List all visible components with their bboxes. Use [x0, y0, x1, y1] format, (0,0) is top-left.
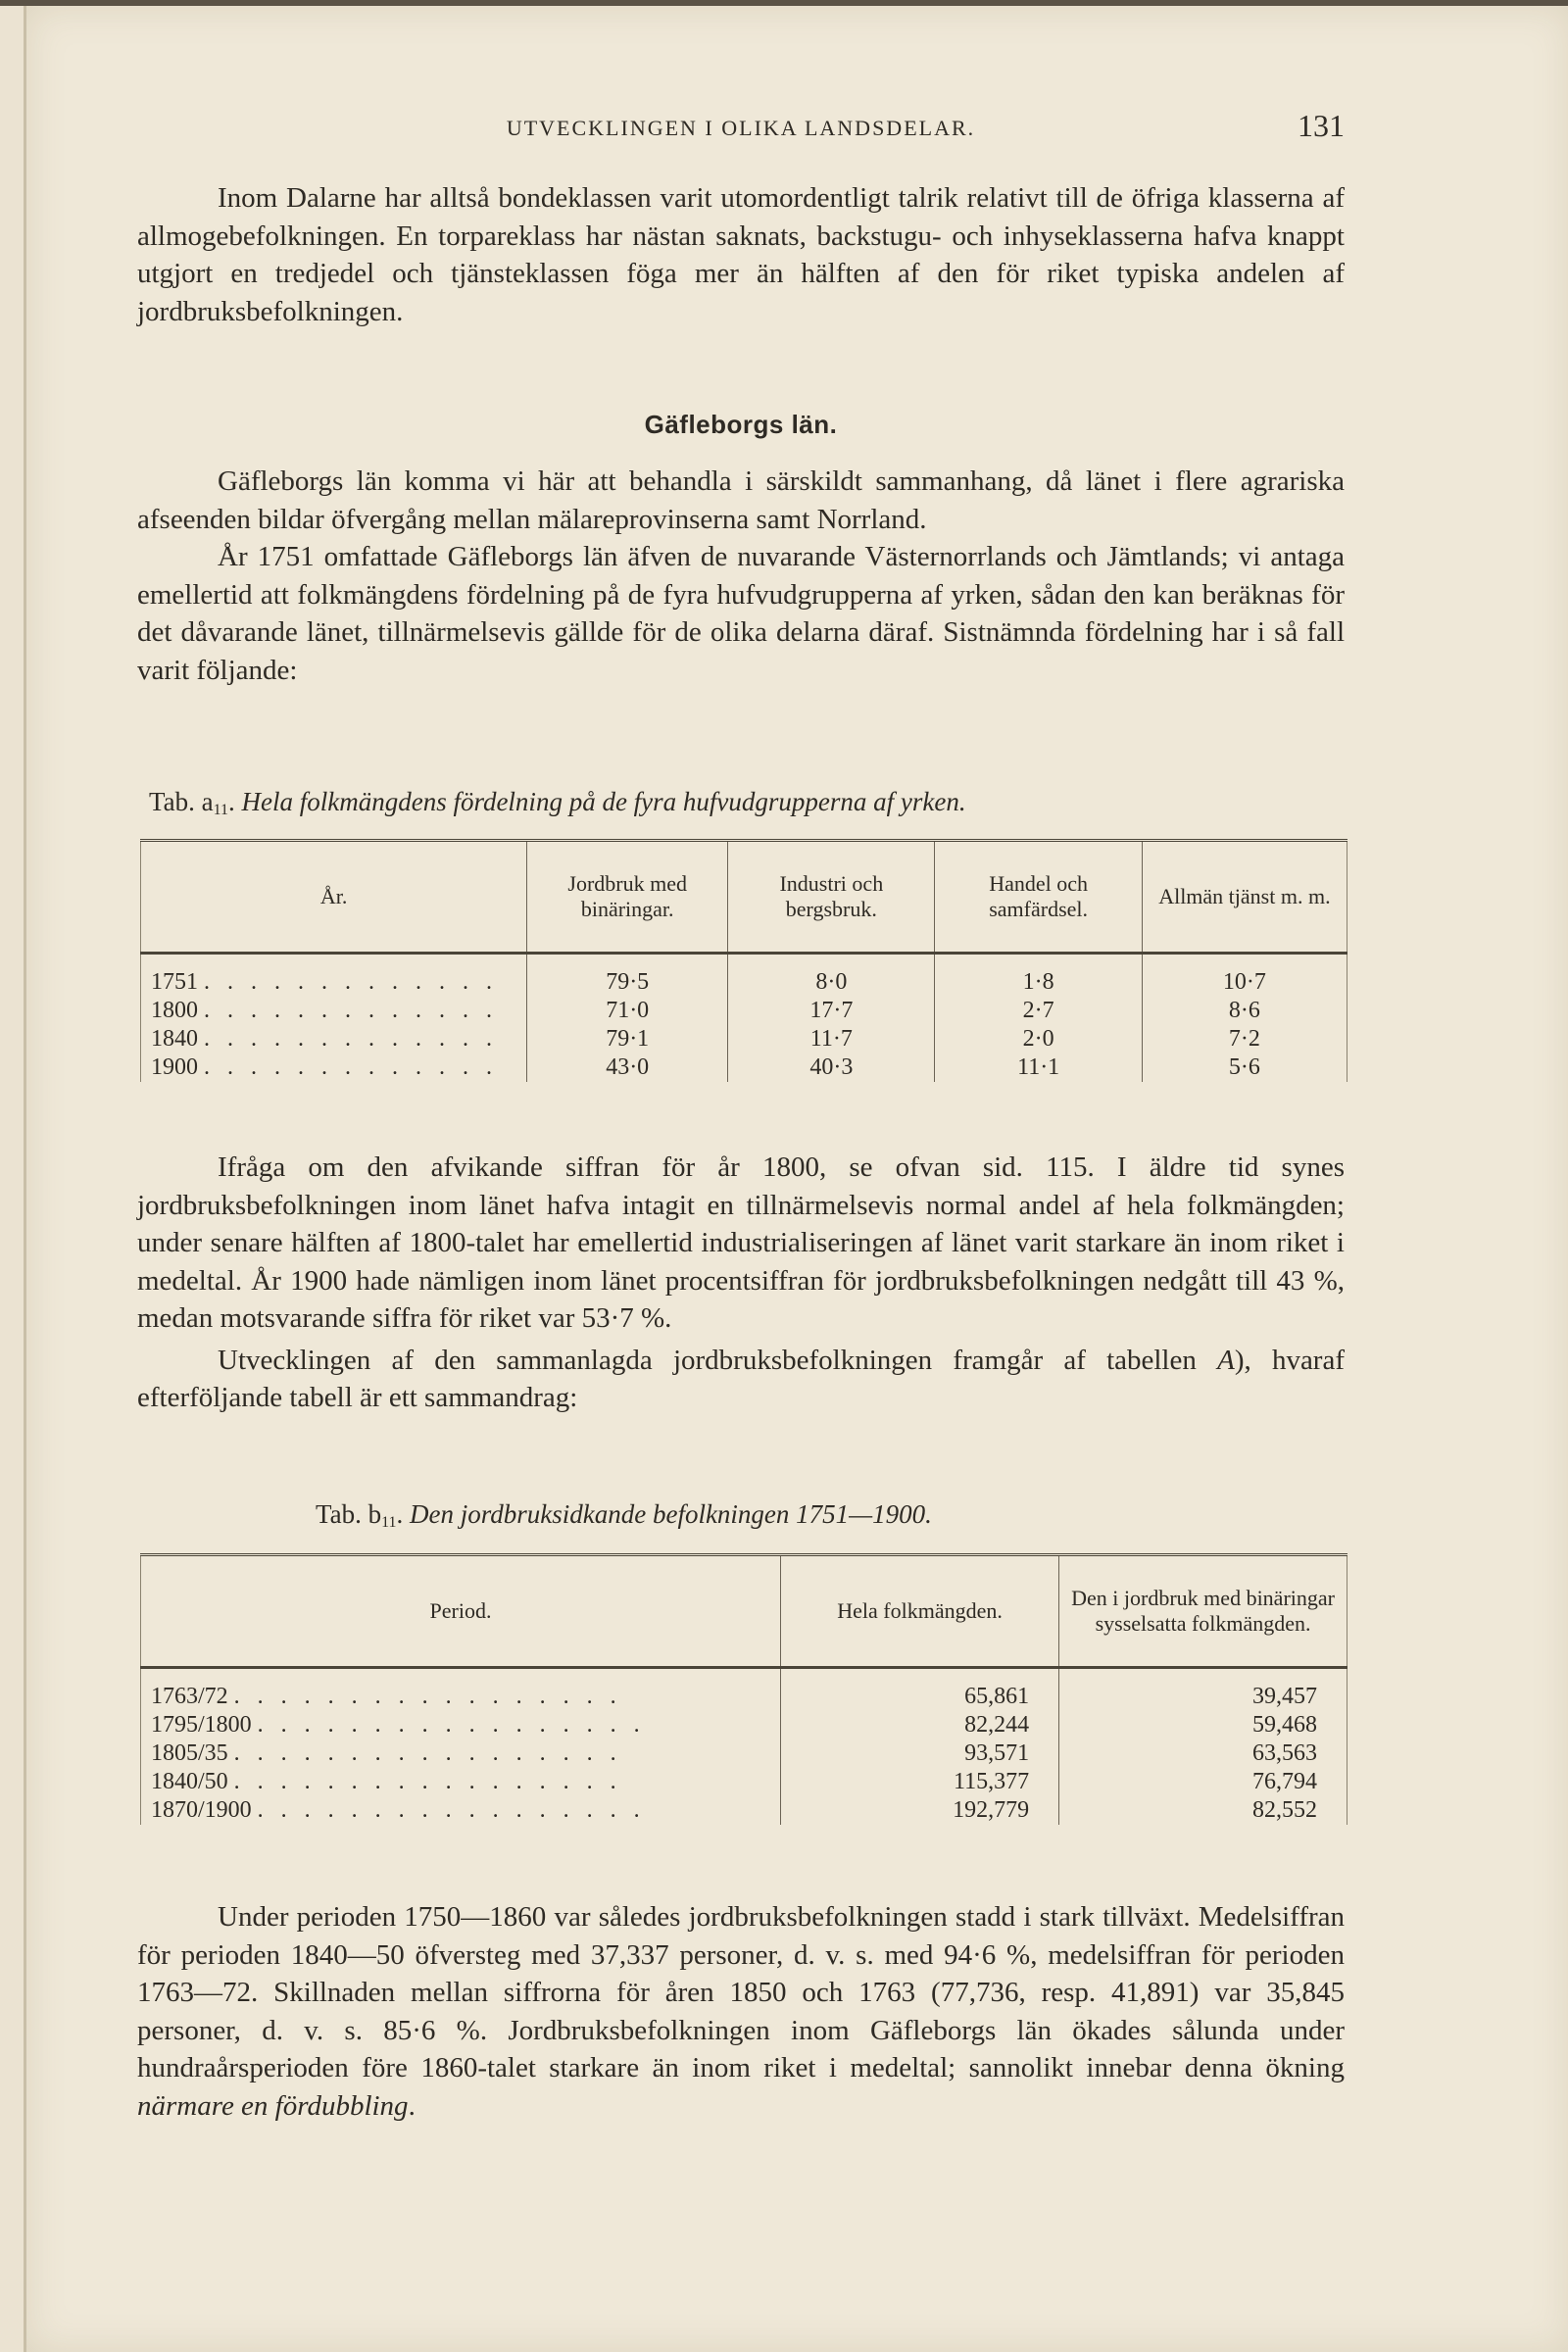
section-heading: Gäfleborgs län.: [644, 410, 838, 439]
paragraph-gafleborg-intro: [137, 463, 1345, 689]
table-cell: 10·7: [1142, 954, 1347, 998]
table-a-col-year: År.: [141, 841, 527, 954]
table-a-caption: [149, 787, 966, 819]
table-a-year-cell: [141, 1054, 527, 1082]
table-row: [141, 1025, 1348, 1054]
table-cell: 76,794: [1059, 1768, 1348, 1796]
period-label: 1870/1900: [151, 1797, 252, 1823]
leader-dots: . . . . . . . . . . . . .: [204, 1054, 498, 1080]
table-cell: 1·8: [935, 954, 1142, 998]
paragraph-5-text: Utvecklingen af den sammanlagda jordbruksbefolkningen framgår af tabellen: [218, 1344, 1218, 1376]
table-row: [141, 1796, 1348, 1825]
table-a-caption-title: Hela folkmängdens fördelning på de fyra hufvudgrupperna af yrken.: [241, 787, 966, 816]
paragraph-3: År 1751 omfattade Gäfleborgs län äfven de nuvarande Västernorrlands och Jämtlands; vi antaga emellertid att folkmängdens fördelning på de fyra hufvudgrupperna af yrken, sådan den kan beräknas för det dåvarande länet, tillnärmelsevis gällde för de olika delarna däraf. Sistnämnda fördelning har i så fall varit följande:: [137, 541, 1345, 686]
table-a-caption-sep: .: [227, 787, 235, 816]
leader-dots: . . . . . . . . . . . . . . . . .: [233, 1684, 622, 1709]
table-cell: 11·1: [935, 1054, 1142, 1082]
leader-dots: . . . . . . . . . . . . .: [204, 1026, 498, 1052]
paragraph-5-text-end: ), hvaraf efterföljande tabell är ett sammandrag:: [137, 1344, 1345, 1413]
period-label: 1840/50: [151, 1769, 228, 1794]
table-b-caption-sub: 11: [381, 1514, 397, 1531]
paragraph-6-text: Under perioden 1750—1860 var således jordbruksbefolkningen stadd i stark tillväxt. Medelsiffran för perioden 1840—50 öfversteg med 37,337 personer, d. v. s. med 94·6 %, medelsiffran för perioden 1763—72. Skillnaden mellan siffrorna för åren 1850 och 1763 (77,736, resp. 41,891) var 35,845 personer, d. v. s. 85·6 %. Jordbruksbefolkningen inom Gäfleborgs län ökades sålunda under hundraårsperioden före 1860-talet starkare än inom riket i medeltal; sannolikt innebar denna ökning: [137, 1901, 1345, 2083]
table-row: [141, 997, 1348, 1025]
paragraph-5-table-ref: A: [1217, 1344, 1235, 1376]
table-a-year-cell: [141, 954, 527, 998]
paragraph-analysis: [137, 1149, 1345, 1417]
table-cell: 93,571: [780, 1740, 1058, 1768]
table-b-header-row: [141, 1555, 1348, 1668]
paragraph-6-end: .: [408, 2089, 416, 2122]
table-cell: 82,244: [780, 1711, 1058, 1740]
table-b: [140, 1553, 1348, 1825]
table-a: [140, 839, 1348, 1082]
paragraph-5: [137, 1342, 1345, 1417]
paragraph-dalarne: [137, 179, 1345, 330]
table-b-caption: [316, 1499, 932, 1532]
year-label: 1751: [151, 969, 198, 995]
page-header: [137, 108, 1345, 147]
table-b-period-cell: [141, 1740, 781, 1768]
table-a-caption-sub: 11: [213, 802, 228, 818]
paragraph-2: Gäfleborgs län komma vi här att behandla i särskildt sammanhang, då länet i flere agrariska afseenden bildar öfvergång mellan mälareprovinserna samt Norrland.: [137, 466, 1345, 535]
table-cell: 63,563: [1059, 1740, 1348, 1768]
table-a-col-agri: Jordbruk med binäringar.: [527, 841, 728, 954]
table-b-caption-title: Den jordbruksidkande befolkningen 1751—1900.: [410, 1499, 932, 1529]
paragraph-1: Inom Dalarne har alltså bondeklassen varit utomordentligt talrik relativt till de öfriga klasserna af allmogebefolkningen. En torpareklass har nästan saknats, backstugu- och inhyseklasserna hafva knappt utgjort en tredjedel och tjänsteklassen föga mer än hälften af den för riket typiska andelen af jordbruksbefolkningen.: [137, 182, 1345, 327]
page-number: 131: [1298, 108, 1345, 143]
table-row: [141, 1768, 1348, 1796]
table-a-col-trade: Handel och samfärdsel.: [935, 841, 1142, 954]
table-a-header-row: [141, 841, 1348, 954]
table-cell: 8·6: [1142, 997, 1347, 1025]
table-a-caption-lead: Tab. a: [149, 787, 214, 816]
running-title: UTVECKLINGEN I OLIKA LANDSDELAR.: [506, 116, 976, 140]
table-cell: 2·0: [935, 1025, 1142, 1054]
table-b-col-period: Period.: [141, 1555, 781, 1668]
year-label: 1800: [151, 998, 198, 1023]
table-row: [141, 954, 1348, 998]
table-cell: 82,552: [1059, 1796, 1348, 1825]
table-cell: 2·7: [935, 997, 1142, 1025]
table-cell: 115,377: [780, 1768, 1058, 1796]
table-b-period-cell: [141, 1711, 781, 1740]
table-a-col-industry: Industri och bergsbruk.: [728, 841, 935, 954]
table-cell: 11·7: [728, 1025, 935, 1054]
table-row: [141, 1054, 1348, 1082]
table-cell: 59,468: [1059, 1711, 1348, 1740]
paragraph-4: Ifråga om den afvikande siffran för år 1800, se ofvan sid. 115. I äldre tid synes jordbruksbefolkningen inom länet hafva intagit en tillnärmelsevis normal andel af hela folkmängden; under senare hälften af 1800-talet har emellertid industrialiseringen af länet varit starkare än inom riket i medeltal. År 1900 hade nämligen inom länet procentsiffran för jordbruksbefolkningen nedgått till 43 %, medan motsvarande siffra för riket var 53·7 %.: [137, 1152, 1345, 1334]
table-cell: 5·6: [1142, 1054, 1347, 1082]
paragraph-6-emphasis: närmare en fördubbling: [137, 2089, 409, 2122]
leader-dots: . . . . . . . . . . . . . . . . .: [257, 1797, 646, 1823]
table-cell: 65,861: [780, 1668, 1058, 1712]
table-cell: 79·1: [527, 1025, 728, 1054]
table-cell: 71·0: [527, 997, 728, 1025]
table-cell: 8·0: [728, 954, 935, 998]
paragraph-conclusion: [137, 1898, 1345, 2125]
table-cell: 39,457: [1059, 1668, 1348, 1712]
table-row: [141, 1711, 1348, 1740]
table-b-col-total: Hela folkmängden.: [780, 1555, 1058, 1668]
table-b-caption-lead: Tab. b: [316, 1499, 382, 1529]
leader-dots: . . . . . . . . . . . . . . . . .: [233, 1769, 622, 1794]
table-b-col-agri: Den i jordbruk med binäringar sysselsatta folkmängden.: [1059, 1555, 1348, 1668]
table-cell: 43·0: [527, 1054, 728, 1082]
leader-dots: . . . . . . . . . . . . .: [204, 998, 498, 1023]
year-label: 1900: [151, 1054, 198, 1080]
table-cell: 192,779: [780, 1796, 1058, 1825]
period-label: 1763/72: [151, 1684, 228, 1709]
leader-dots: . . . . . . . . . . . . . . . . .: [233, 1740, 622, 1766]
table-cell: 7·2: [1142, 1025, 1347, 1054]
leader-dots: . . . . . . . . . . . . . . . . .: [257, 1712, 646, 1738]
table-b-period-cell: [141, 1668, 781, 1712]
table-row: [141, 1668, 1348, 1712]
table-row: [141, 1740, 1348, 1768]
table-cell: 17·7: [728, 997, 935, 1025]
table-a-year-cell: [141, 997, 527, 1025]
table-cell: 40·3: [728, 1054, 935, 1082]
paragraph-6: [137, 1898, 1345, 2125]
table-b-caption-sep: .: [396, 1499, 404, 1529]
period-label: 1795/1800: [151, 1712, 252, 1738]
table-cell: 79·5: [527, 954, 728, 998]
year-label: 1840: [151, 1026, 198, 1052]
period-label: 1805/35: [151, 1740, 228, 1766]
table-b-period-cell: [141, 1768, 781, 1796]
table-a-col-service: Allmän tjänst m. m.: [1142, 841, 1347, 954]
leader-dots: . . . . . . . . . . . . .: [204, 969, 498, 995]
table-b-period-cell: [141, 1796, 781, 1825]
table-a-year-cell: [141, 1025, 527, 1054]
